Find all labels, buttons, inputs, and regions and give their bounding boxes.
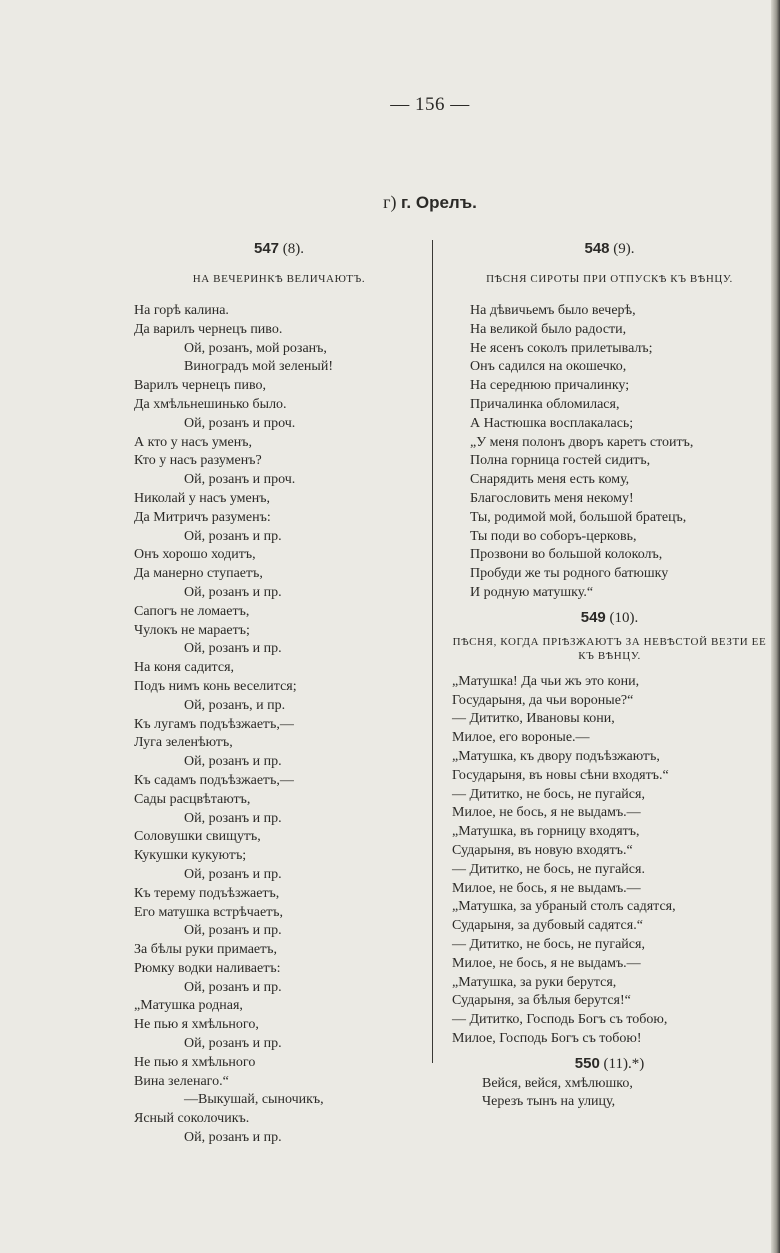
verse-line: Милое, не бось, я не выдамъ.— (452, 955, 641, 971)
verse-line: Ой, розанъ и пр. (184, 979, 282, 995)
verse-line: Ой, розанъ и пр. (184, 584, 282, 600)
verse-line: Милое, не бось, я не выдамъ.— (452, 880, 641, 896)
verse-line: На великой было радости, (470, 321, 627, 337)
song-title: ПѢСНЯ, КОГДА ПРІѢЗЖАЮТЪ ЗА НЕВѢСТОЙ ВЕЗТИ ЕЕ КЪ ВѢНЦУ. (452, 635, 767, 662)
right-column (452, 238, 767, 1112)
verse-line: Вейся, вейся, хмѣлюшко, (482, 1075, 633, 1091)
verse-line: „Матушка! Да чьи жъ это кони, (452, 673, 640, 689)
verse-line: Да Митричъ разуменъ: (134, 509, 271, 525)
song-number-main: 547 (253, 240, 280, 257)
verse-line: Благословить меня некому! (470, 490, 634, 506)
verse-line: Прозвони во большой колоколъ, (470, 547, 663, 563)
verse-line: Да хмѣльнешинько было. (134, 396, 287, 412)
verse-line: На горѣ калина. (134, 303, 229, 318)
verse-line: Варилъ чернецъ пиво, (134, 378, 266, 394)
verse-line: Снарядить меня есть кому, (470, 472, 630, 488)
verse-line: Не пью я хмѣльного (134, 1054, 256, 1070)
verse-lines (134, 302, 424, 1148)
column-divider (432, 240, 433, 1063)
verse-line: На середнюю причалинку; (470, 378, 630, 394)
verse-line: Да варилъ чернецъ пиво. (134, 321, 283, 337)
verse-line: „Матушка, за руки берутся, (452, 974, 617, 990)
verse-line: Да манерно ступаетъ, (134, 566, 263, 582)
verse-line: Къ терему подъѣзжаетъ, (134, 885, 280, 901)
verse-line: Государыня, въ новы сѣни входятъ.“ (452, 767, 669, 783)
verse-line: Государыня, да чьи вороные?“ (452, 692, 634, 708)
verse-line: —Выкушай, сыночикъ, (184, 1092, 324, 1108)
song-number (134, 238, 424, 260)
section-prefix: г) (383, 192, 397, 212)
song-number (452, 607, 767, 629)
verse-line: Ой, розанъ и пр. (184, 1130, 282, 1146)
verse-line: Ой, розанъ и пр. (184, 810, 282, 826)
song-number-main: 548 (584, 240, 610, 257)
verse-line: Ой, розанъ и пр. (184, 923, 282, 939)
verse-lines (452, 673, 767, 1049)
verse-line: Къ лугамъ подъѣзжаетъ,— (134, 716, 294, 732)
section-title: г. Орелъ. (401, 193, 477, 212)
verse-line: Сударыня, за дубовый садятся.“ (452, 918, 643, 934)
verse-line: „Матушка, къ двору подъѣзжаютъ, (452, 748, 660, 764)
verse-line: Сапогъ не ломаетъ, (134, 603, 250, 619)
verse-line: Милое, не бось, я не выдамъ.— (452, 805, 641, 821)
page-number: — 156 — (390, 94, 470, 115)
verse-line: Николай у насъ уменъ, (134, 490, 270, 506)
verse-lines (452, 1075, 767, 1113)
song-number (452, 1053, 767, 1075)
verse-line: Ясный соколочикъ. (134, 1111, 250, 1127)
verse-line: Полна горница гостей сидитъ, (470, 453, 651, 469)
verse-line: Сады расцвѣтаютъ, (134, 791, 251, 807)
verse-line: Сударыня, въ новую входятъ.“ (452, 842, 633, 858)
song-number-main: 550 (574, 1054, 600, 1072)
verse-line: Ой, розанъ и пр. (184, 754, 282, 770)
verse-line: Ой, розанъ, мой розанъ, (184, 340, 327, 356)
verse-line: Его матушка встрѣчаетъ, (134, 904, 284, 920)
verse-line: На дѣвичьемъ было вечерѣ, (470, 303, 636, 318)
verse-line: Причалинка обломилася, (470, 396, 620, 412)
verse-line: — Дититко, Ивановы кони, (452, 711, 615, 727)
verse-line: Виноградъ мой зеленый! (184, 359, 333, 375)
verse-line: Онъ хорошо ходитъ, (134, 547, 256, 563)
verse-line: Ой, розанъ и пр. (184, 641, 282, 657)
verse-line: Луга зеленѣютъ, (134, 735, 233, 751)
left-column (134, 238, 424, 1148)
verse-line: „У меня полонъ дворъ каретъ стоитъ, (470, 434, 694, 450)
verse-line: Ой, розанъ, и пр. (184, 697, 286, 713)
verse-line: Сударыня, за бѣлыя берутся!“ (452, 993, 631, 1009)
verse-line: И родную матушку.“ (470, 584, 594, 600)
verse-line: Онъ садился на окошечко, (470, 359, 627, 375)
page-edge (771, 0, 780, 1253)
verse-line: „Матушка, въ горницу входятъ, (452, 824, 640, 840)
verse-line: Ой, розанъ и пр. (184, 528, 282, 544)
verse-line: — Дититко, Господь Богъ съ тобою, (452, 1012, 668, 1028)
verse-line: „Матушка родная, (134, 998, 243, 1014)
verse-line: Рюмку водки наливаетъ: (134, 960, 281, 976)
verse-line: — Дититко, не бось, не пугайся. (452, 861, 645, 877)
verse-line: Ой, розанъ и пр. (184, 1036, 282, 1052)
song-number (452, 238, 767, 260)
verse-lines (452, 302, 767, 603)
verse-line: Къ садамъ подъѣзжаетъ,— (134, 772, 294, 788)
verse-line: Милое, его вороные.— (452, 730, 590, 746)
verse-line: „Матушка, за убраный столъ садятся, (452, 899, 676, 915)
verse-line: Не пью я хмѣльного, (134, 1017, 259, 1033)
verse-line: А кто у насъ уменъ, (134, 434, 252, 450)
verse-line: Черезъ тынъ на улицу, (482, 1094, 616, 1110)
song-title: НА ВЕЧЕРИНКѢ ВЕЛИЧАЮТЪ. (192, 273, 366, 285)
song-title: ПѢСНЯ СИРОТЫ ПРИ ОТПУСКѢ КЪ ВѢНЦУ. (486, 273, 733, 285)
verse-line: Чулокъ не мараетъ; (134, 622, 250, 638)
verse-line: Соловушки свищутъ, (134, 829, 261, 845)
song-number-main: 549 (580, 608, 606, 626)
verse-line: Ты, родимой мой, большой братецъ, (470, 509, 687, 525)
verse-line: Пробуди же ты родного батюшку (470, 566, 669, 582)
verse-line: На коня садится, (134, 660, 235, 676)
verse-line: Вина зеленаго.“ (134, 1073, 229, 1089)
verse-line: Милое, Господь Богъ съ тобою! (452, 1030, 642, 1046)
song-number-sub: (9). (609, 241, 635, 257)
verse-line: Ой, розанъ и проч. (184, 415, 296, 431)
verse-line: Не ясенъ соколъ прилетывалъ; (470, 340, 653, 356)
verse-line: Подъ нимъ конь веселится; (134, 678, 297, 694)
verse-line: Кто у насъ разуменъ? (134, 453, 262, 469)
song-number-sub: (11).*) (599, 1055, 645, 1072)
verse-line: — Дититко, не бось, не пугайся, (452, 786, 645, 802)
verse-line: Кукушки кукуютъ; (134, 848, 247, 864)
verse-line: — Дититко, не бось, не пугайся, (452, 936, 645, 952)
verse-line: Ты поди во соборъ-церковь, (470, 528, 637, 544)
verse-line: А Настюшка восплакалась; (470, 415, 634, 431)
song-number-sub: (8). (282, 241, 305, 257)
verse-line: За бѣлы руки примаетъ, (134, 942, 277, 958)
section-heading (0, 192, 780, 213)
verse-line: Ой, розанъ и проч. (184, 472, 296, 488)
verse-line: Ой, розанъ и пр. (184, 866, 282, 882)
song-number-sub: (10). (605, 609, 639, 626)
